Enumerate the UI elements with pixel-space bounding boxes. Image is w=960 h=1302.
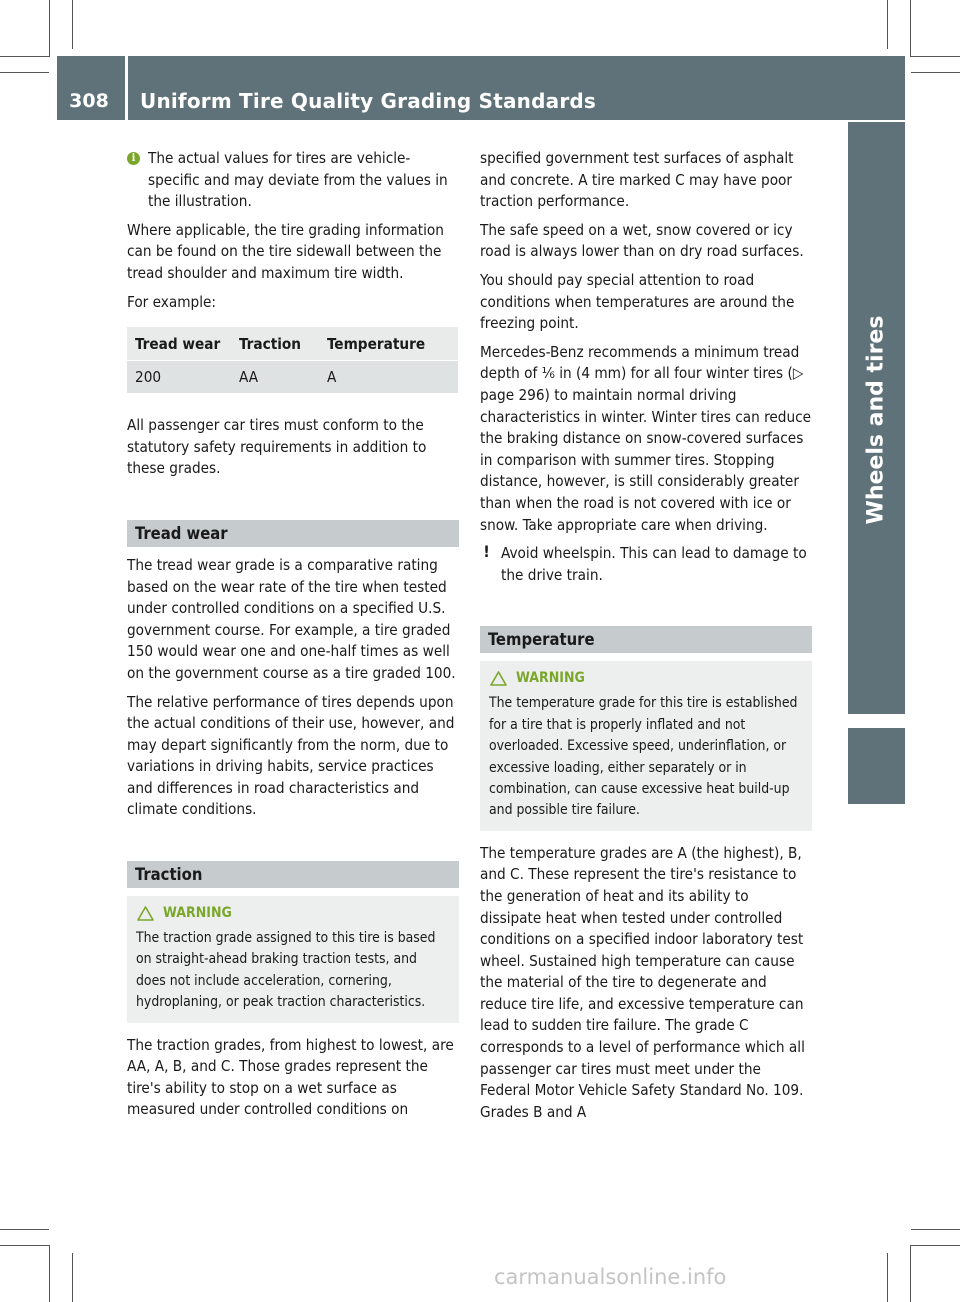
- table-header: Tread wear: [127, 327, 231, 361]
- paragraph: Mercedes-Benz recommends a minimum tread depth of ⅙ in (4 mm) for all four winter tires (▷ page 296) to maintain normal driving characteristics in winter. Winter tires can reduce the braking distance on snow-covered surfaces in comparison with summer tires. Stopping distance, however, is still considerably greater than when the road is not covered with ice or snow. Take appropriate care when driving.: [480, 342, 812, 534]
- crop-mark: [911, 72, 960, 73]
- crop-mark: [0, 1245, 49, 1246]
- crop-mark: [910, 0, 911, 57]
- crop-mark: [49, 0, 50, 57]
- chapter-tab-marker: [848, 728, 905, 804]
- warning-text: The traction grade assigned to this tire is based on straight-ahead braking traction tests, and does not include acceleration, cornering, hydroplaning, or peak traction characteristics.: [136, 930, 436, 1011]
- left-column: [127, 148, 459, 1121]
- paragraph: For example:: [127, 292, 217, 311]
- table-cell: AA: [231, 361, 319, 393]
- warning-box: [480, 661, 812, 830]
- crop-mark: [911, 1245, 960, 1246]
- crop-mark: [887, 0, 888, 49]
- header-divider: [125, 56, 128, 120]
- crop-mark: [0, 72, 49, 73]
- paragraph: specified government test surfaces of asphalt and concrete. A tire marked C may have poor traction performance.: [480, 149, 794, 211]
- table-header: Traction: [231, 327, 319, 361]
- caution-note: [480, 543, 812, 586]
- warning-triangle-icon: [137, 906, 154, 921]
- page-number: 308: [69, 90, 109, 112]
- exclamation-icon: !: [483, 542, 490, 562]
- crop-mark: [0, 1229, 49, 1230]
- info-note-text: The actual values for tires are vehicle-specific and may deviate from the values in the illustration.: [148, 149, 448, 211]
- paragraph: Where applicable, the tire grading information can be found on the tire sidewall between the tread shoulder and maximum tire width.: [127, 220, 444, 282]
- paragraph: All passenger car tires must conform to the statutory safety requirements in addition to these grades.: [127, 416, 427, 478]
- warning-triangle-icon: [490, 671, 507, 686]
- warning-title: WARNING: [163, 905, 232, 922]
- paragraph: The relative performance of tires depends upon the actual conditions of their use, however, and may depart significantly from the norm, due to variations in driving habits, service practices and differences in road characteristics and climate conditions.: [127, 692, 455, 819]
- section-heading-traction: Traction: [127, 861, 459, 888]
- paragraph: You should pay special attention to road conditions when temperatures are around the freezing point.: [480, 270, 795, 333]
- crop-mark: [49, 1245, 50, 1302]
- chapter-tab-label: Wheels and tires: [863, 315, 889, 525]
- table-row: [127, 361, 458, 393]
- crop-mark: [887, 1253, 888, 1302]
- crop-mark: [911, 56, 960, 57]
- table-cell: A: [319, 361, 458, 393]
- grading-table: [127, 327, 458, 393]
- section-heading-temperature: Temperature: [480, 626, 812, 653]
- paragraph: The safe speed on a wet, snow covered or icy road is always lower than on dry road surfaces.: [480, 220, 804, 261]
- right-column: [480, 148, 812, 1123]
- info-icon: i: [127, 152, 140, 165]
- crop-mark: [0, 56, 49, 57]
- table-header-row: [127, 327, 458, 361]
- crop-mark: [72, 0, 73, 49]
- warning-box: [127, 896, 459, 1023]
- crop-mark: [72, 1253, 73, 1302]
- warning-text: The temperature grade for this tire is established for a tire that is properly inflated and not overloaded. Excessive speed, underinflation, or excessive loading, either separately or in combination, can cause excessive heat build-up and possible tire failure.: [489, 695, 798, 819]
- table-header: Temperature: [319, 327, 458, 361]
- crop-mark: [911, 1229, 960, 1230]
- paragraph: The tread wear grade is a comparative rating based on the wear rate of the tire when tested under controlled conditions on a specified U.S. government course. For example, a tire graded 150 would wear one and one-half times as well on the government course as a tire graded 100.: [127, 555, 456, 682]
- paragraph: The traction grades, from highest to lowest, are AA, A, B, and C. Those grades represent the tire's ability to stop on a wet surface as measured under controlled conditions on: [127, 1035, 454, 1119]
- watermark: carmanualsonline.info: [494, 1265, 727, 1289]
- paragraph: The temperature grades are A (the highest), B, and C. These represent the tire's resistance to the generation of heat and its ability to dissipate heat when tested under controlled conditions on a specified indoor laboratory test wheel. Sustained high temperature can cause the material of the tire to degenerate and reduce tire life, and excessive temperature can lead to sudden tire failure. The grade C corresponds to a level of performance which all passenger car tires must meet under the Federal Motor Vehicle Safety Standard No. 109. Grades B and A: [480, 843, 805, 1121]
- table-cell: 200: [127, 361, 231, 393]
- info-note: [127, 148, 459, 213]
- caution-note-text: Avoid wheelspin. This can lead to damage to the drive train.: [501, 544, 807, 584]
- crop-mark: [910, 1245, 911, 1302]
- page-title: Uniform Tire Quality Grading Standards: [140, 89, 596, 113]
- section-heading-tread-wear: Tread wear: [127, 520, 459, 547]
- warning-title: WARNING: [516, 670, 585, 687]
